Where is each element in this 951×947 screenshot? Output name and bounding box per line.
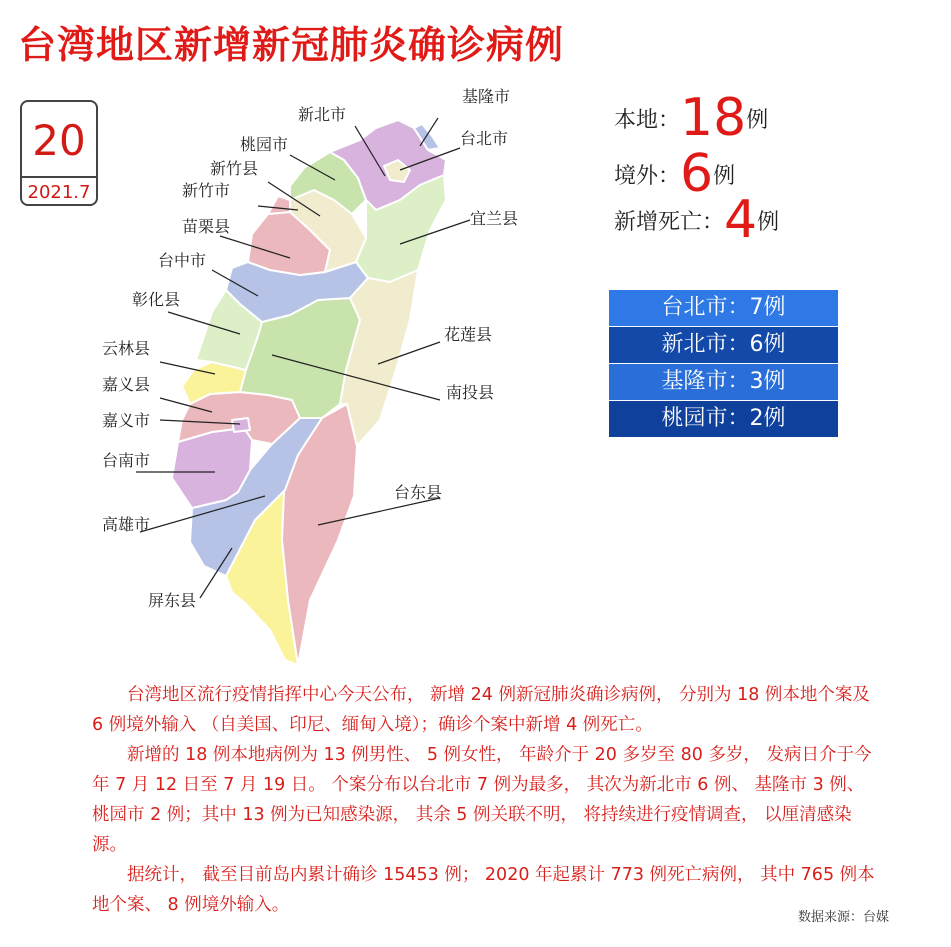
stat-local bbox=[614, 88, 768, 148]
city-row-taoyuan: 桃园市：2例 bbox=[609, 401, 838, 438]
label-taipei: 台北市 bbox=[460, 129, 509, 148]
label-hsinchu-county: 新竹县 bbox=[210, 159, 259, 178]
region-hsinchu-city bbox=[268, 196, 290, 214]
label-chiayi-county: 嘉义县 bbox=[102, 375, 151, 394]
paragraph-1: 台湾地区流行疫情指挥中心今天公布， 新增 24 例新冠肺炎确诊病例， 分别为 18 例本地个案及 6 例境外输入 （自美国、印尼、缅甸入境）；确诊个案中新增 4 例死亡。 bbox=[92, 685, 870, 735]
label-taichung: 台中市 bbox=[158, 251, 207, 270]
label-hsinchu-city: 新竹市 bbox=[182, 181, 231, 200]
article-body bbox=[92, 680, 882, 920]
label-nantou: 南投县 bbox=[446, 383, 495, 402]
stat-imported-unit: 例 bbox=[713, 164, 736, 189]
stat-deaths-unit: 例 bbox=[757, 210, 780, 235]
label-chiayi-city: 嘉义市 bbox=[102, 411, 151, 430]
date-day: 20 bbox=[22, 102, 96, 178]
city-row-taipei: 台北市：7例 bbox=[609, 290, 838, 327]
stat-imported-value: 6 bbox=[680, 144, 714, 204]
city-row-keelung: 基隆市：3例 bbox=[609, 364, 838, 401]
label-yilan: 宜兰县 bbox=[470, 209, 519, 228]
label-tainan: 台南市 bbox=[102, 451, 151, 470]
city-row-new-taipei: 新北市：6例 bbox=[609, 327, 838, 364]
label-taoyuan: 桃园市 bbox=[240, 135, 289, 154]
data-source: 数据来源：台媒 bbox=[797, 910, 889, 925]
label-kaohsiung: 高雄市 bbox=[102, 515, 151, 534]
page-title: 台湾地区新增新冠肺炎确诊病例 bbox=[18, 23, 565, 67]
label-new-taipei: 新北市 bbox=[298, 105, 347, 124]
label-yunlin: 云林县 bbox=[102, 339, 151, 358]
stat-local-value: 18 bbox=[680, 88, 747, 148]
stat-imported-label: 境外： bbox=[614, 164, 681, 189]
city-count-table bbox=[609, 290, 838, 438]
taiwan-map bbox=[0, 80, 600, 680]
label-miaoli: 苗栗县 bbox=[182, 217, 231, 236]
region-hualien bbox=[340, 270, 418, 446]
label-taitung: 台东县 bbox=[394, 483, 443, 502]
stat-deaths-label: 新增死亡： bbox=[614, 210, 725, 235]
paragraph-2: 新增的 18 例本地病例为 13 例男性、 5 例女性， 年龄介于 20 多岁至 80 多岁， 发病日介于今年 7 月 12 日至 7 月 19 日。 个案分布以台北市 7 例为最多， 其次为新北市 6 例、 基隆市 3 例、 桃园市 2 例；其中 13 例为已知感染源， 其余 5 例关联不明， 将持续进行疫情调查， 以厘清感染源。 bbox=[92, 745, 872, 855]
stat-deaths-value: 4 bbox=[724, 190, 758, 250]
label-keelung: 基隆市 bbox=[462, 87, 511, 106]
date-month: 2021.7 bbox=[27, 182, 91, 203]
label-hualien: 花莲县 bbox=[444, 325, 493, 344]
label-pingtung: 屏东县 bbox=[148, 591, 197, 610]
label-changhua: 彰化县 bbox=[132, 290, 181, 309]
region-chiayi-city bbox=[232, 418, 250, 432]
stat-deaths bbox=[614, 190, 779, 250]
stat-local-label: 本地： bbox=[614, 108, 681, 133]
stat-local-unit: 例 bbox=[746, 108, 769, 133]
paragraph-3: 据统计， 截至目前岛内累计确诊 15453 例； 2020 年起累计 773 例死亡病例， 其中 765 例本地个案、 8 例境外输入。 bbox=[92, 865, 875, 915]
